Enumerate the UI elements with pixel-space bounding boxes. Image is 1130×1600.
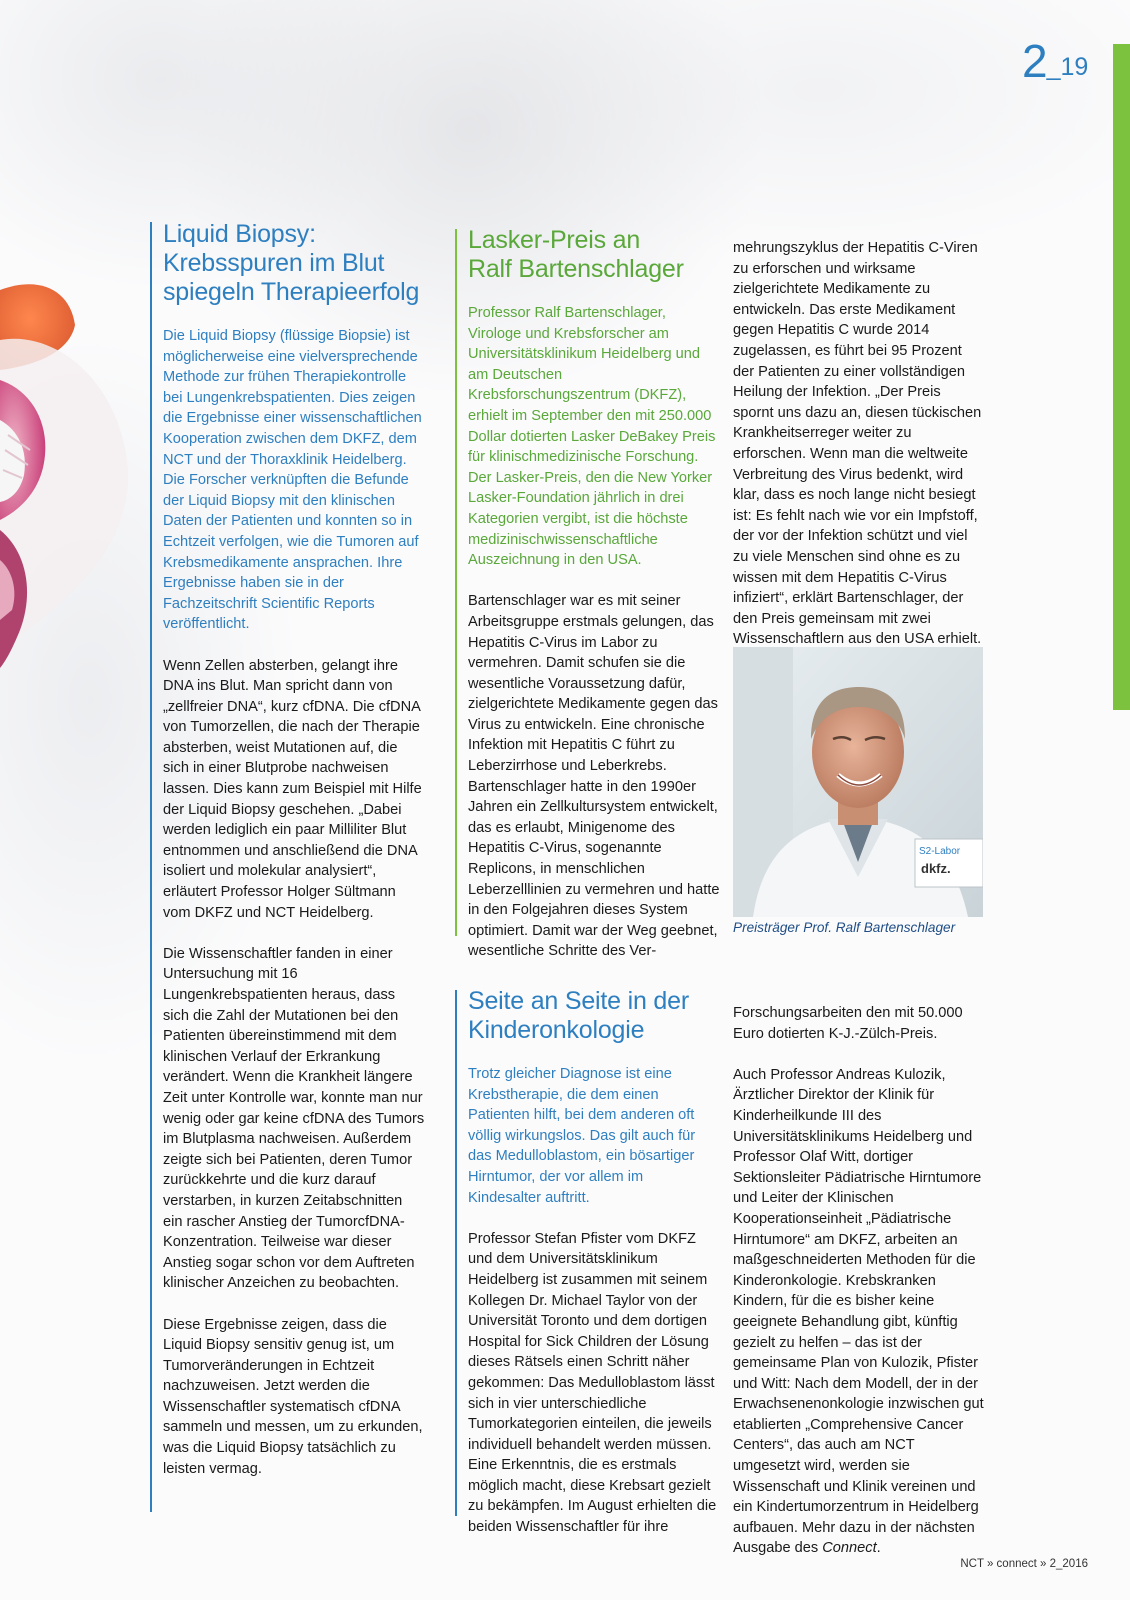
article-title-line: Lasker-Preis an <box>468 226 641 254</box>
portrait-photo <box>733 647 983 917</box>
article-paragraph: Bartenschlager war es mit seiner Arbeitsgruppe erstmals gelungen, das Hepatitis C-Virus im Labor zu vermehren. Damit schufen sie die wesentliche Voraussetzung dafür, zielgerichtete Medikamente gegen das Virus zu entwickeln. Eine chronische Infektion mit Hepatitis C führt zu Leberzirrhose und Leberkrebs. Bartenschlager hatte in den 1990er Jahren ein Zellkultursystem entwickelt, das es erlaubt, Minigenome des Hepatitis C-Virus, sogenannte Replicons, in menschlichen Leberzelllinien zu vermehren und hatte in den Folgejahren dieses System optimiert. Damit war der Weg geebnet, wesentliche Schritte des Ver- <box>468 593 720 960</box>
paragraph-end: . <box>876 1540 881 1557</box>
article-paragraph: Wenn Zellen absterben, gelangt ihre DNA ins Blut. Man spricht dann von „zellfreier DNA“, kurz cfDNA. Die cfDNA von Tumorzellen, die nach der Therapie absterben, weist Mutationen auf, die sich in einer Blutprobe nachweisen lassen. Dies kann zum Beispiel mit Hilfe der Liquid Biopsy geschehen. „Dabei werden lediglich ein paar Milliliter Blut entnommen und anschließend die DNA isoliert und molekular analysiert“, erläutert Professor Holger Sültmann vom DKFZ und NCT Heidelberg. <box>163 657 422 921</box>
article-lasker <box>468 226 720 983</box>
accent-side-bar <box>1113 44 1130 710</box>
coat-label-1: S2-Labor <box>919 846 961 857</box>
page-number <box>1022 34 1088 88</box>
portrait-illustration <box>733 647 983 917</box>
article-kinderonkologie <box>468 987 720 1558</box>
page-number-main: 2 <box>1022 35 1047 87</box>
article-title-line: Seite an Seite in der <box>468 987 689 1015</box>
article-lead: Trotz gleicher Diagnose ist eine Krebstherapie, die dem einen Patienten hilft, bei dem anderen oft völlig wirkungslos. Das gilt auch für das Medulloblastom, ein bösartiger Hirntumor, der vor allem im Kindesalter auftritt. <box>468 1066 696 1206</box>
article-paragraph <box>733 1065 985 1559</box>
column-rule <box>455 229 457 936</box>
article-title: Liquid Biopsy: Krebsspuren im Blut spiegeln Therapieerfolg <box>163 220 420 306</box>
page-number-sub: _19 <box>1046 53 1089 81</box>
article-title <box>468 987 720 1045</box>
article-lead: Die Liquid Biopsy (flüssige Biopsie) ist möglicherweise eine vielversprechende Methode zur frühen Therapiekontrolle bei Lungenkrebspatienten. Dies zeigen die Ergebnisse einer wissenschaftlichen Kooperation zwischen dem DKFZ, dem NCT und der Thoraxklinik Heidelberg. Die Forscher verknüpften die Befunde der Liquid Biopsy mit den klinischen Daten der Patienten und konnten so in Echtzeit verfolgen, wie die Tumoren auf Krebsmedikamente ansprachen. Ihre Ergebnisse haben sie in der Fachzeitschrift Scientific Reports veröffentlicht. <box>163 328 422 633</box>
column-rule <box>150 222 152 1512</box>
article-lead: Professor Ralf Bartenschlager, Virologe und Krebsforscher am Universitätsklinikum Heidelberg und am Deutschen Krebsforschungszentrum (DKFZ), erhielt im September den mit 250.000 Dollar dotierten Lasker DeBakey Preis für klinischmedizinische Forschung. Der Lasker-Preis, den die New Yorker Lasker-Foundation jährlich in drei Kategorien vergibt, ist die höchste medizinischwissenschaftliche Auszeichnung in den USA. <box>468 305 716 569</box>
article-paragraph: Forschungsarbeiten den mit 50.000 Euro dotierten K-J.-Zülch-Preis. <box>733 1005 963 1042</box>
article-paragraph: Professor Stefan Pfister vom DKFZ und dem Universitätsklinikum Heidelberg ist zusammen mit seinem Kollegen Dr. Michael Taylor von der Universität Toronto und dem dortigen Hospital for Sick Children der Lösung dieses Rätsels einen Schritt näher gekommen: Das Medulloblastom lässt sich in vier unterschiedliche Tumorkategorien einteilen, die jeweils individuell behandelt werden müssen. Eine Erkenntnis, die es erstmals möglich macht, diese Krebsart gezielt zu bekämpfen. Im August erhielten die beiden Wissenschaftler für ihre <box>468 1230 717 1536</box>
article-lasker-continued <box>733 238 985 670</box>
magazine-name: Connect <box>822 1540 877 1557</box>
coat-label-2: dkfz. <box>921 861 951 876</box>
article-title-line: Kinderonkologie <box>468 1016 645 1044</box>
article-kinderonkologie-continued <box>733 1003 985 1580</box>
article-title <box>468 226 720 284</box>
flower-photo-fragment <box>0 270 140 690</box>
paragraph-text: Auch Professor Andreas Kulozik, Ärztlicher Direktor der Klinik für Kinderheilkunde III des Universitätsklinikums Heidelberg und Professor Olaf Witt, dortiger Sektionsleiter Pädiatrische Hirntumore und Leiter der Klinischen Kooperationseinheit „Pädiatrische Hirntumore“ am DKFZ, arbeiten an maßgeschneiderten Methoden für die Kinderonkologie. Krebskranken Kindern, für die es bisher keine geeignete Behandlung gibt, künftig gezielt zu helfen – das ist der gemeinsame Plan von Kulozik, Pfister und Witt: Nach dem Modell, der in der Erwachsenenonkologie inzwischen gut etablierten „Comprehensive Cancer Centers“, das auch am NCT umgesetzt wird, werden sie Wissenschaft und Klinik vereinen und ein Kindertumorzentrum in Heidelberg aufbauen. Mehr dazu in der nächsten Ausgabe des <box>733 1066 984 1557</box>
article-title-line: Ralf Bartenschlager <box>468 255 684 283</box>
column-rule <box>455 990 457 1516</box>
article-paragraph: Diese Ergebnisse zeigen, dass die Liquid Biopsy sensitiv genug ist, um Tumorveränderungen in Echtzeit nachzuweisen. Jetzt werden die Wissenschaftler systematisch cfDNA sammeln und messen, um zu erkunden, was die Liquid Biopsy tatsächlich zu leisten vermag. <box>163 1316 423 1477</box>
photo-caption: Preisträger Prof. Ralf Bartenschlager <box>733 920 956 935</box>
article-liquid-biopsy <box>163 220 425 1500</box>
page-footer: NCT » connect » 2_2016 <box>960 1558 1088 1570</box>
article-paragraph: mehrungszyklus der Hepatitis C-Viren zu erforschen und wirksame zielgerichtete Medikamente zu entwickeln. Das erste Medikament gegen Hepatitis C wurde 2014 zugelassen, es führt bei 95 Prozent der Patienten zu einer vollständigen Heilung der Infektion. „Der Preis spornt uns dazu an, diesen tückischen Krankheitserreger weiter zu erforschen. Wenn man die weltweite Verbreitung des Virus bedenkt, wird klar, dass es noch lange nicht besiegt ist: Es fehlt nach wie vor ein Impfstoff, der vor der Infektion schützt und viel zu viele Menschen sind ohne es zu wissen mit dem Hepatitis C-Virus infiziert“, erklärt Bartenschlager, der den Preis gemeinsam mit zwei Wissenschaftlern aus den USA erhielt. <box>733 240 982 648</box>
article-paragraph: Die Wissenschaftler fanden in einer Untersuchung mit 16 Lungenkrebspatienten heraus, dass sich die Zahl der Mutationen bei den Patienten übereinstimmend mit dem klinischen Verlauf der Erkrankung verändert. Wenn die Krankheit längere Zeit unter Kontrolle war, konnte man nur wenig oder gar keine cfDNA des Tumors im Blutplasma nachweisen. Außerdem zeigte sich bei Patienten, deren Tumor zurückkehrte und die kurz darauf verstarben, in kurzen Zeitabschnitten ein rascher Anstieg der TumorcfDNA-Konzentration. Teilweise war dieser Anstieg sogar schon vor dem Auftreten klinischer Anzeichen zu beobachten. <box>163 945 425 1292</box>
